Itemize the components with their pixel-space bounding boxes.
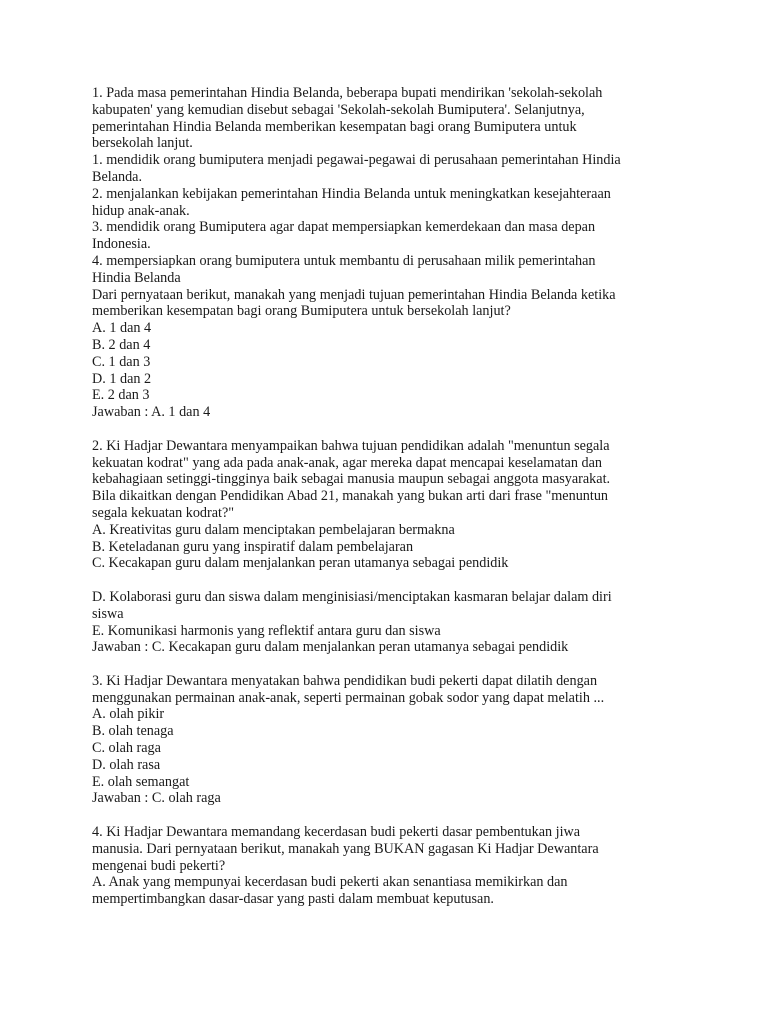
text-line: B. 2 dan 4 — [92, 336, 151, 353]
text-line: kekuatan kodrat" yang ada pada anak-anak, agar mereka dapat mencapai keselamatan dan — [92, 454, 602, 471]
text-line: kabupaten' yang kemudian disebut sebagai 'Sekolah-sekolah Bumiputera'. Selanjutnya, — [92, 101, 585, 118]
text-line: D. 1 dan 2 — [92, 370, 152, 387]
question-block — [92, 824, 682, 908]
text-line: kebahagiaan setinggi-tingginya baik sebagai manusia maupun sebagai anggota masyarakat. — [92, 471, 611, 488]
question-block — [92, 589, 682, 656]
text-line: mempertimbangkan dasar-dasar yang pasti dalam membuat keputusan. — [92, 891, 494, 908]
text-line: hidup anak-anak. — [92, 202, 190, 219]
text-line: B. Keteladanan guru yang inspiratif dalam pembelajaran — [92, 538, 414, 555]
text-line: D. olah rasa — [92, 756, 161, 773]
text-line: bersekolah lanjut. — [92, 135, 193, 152]
text-line: Hindia Belanda — [92, 269, 181, 286]
text-line: Indonesia. — [92, 236, 151, 253]
text-line: manusia. Dari pernyataan berikut, manakah yang BUKAN gagasan Ki Hadjar Dewantara — [92, 840, 599, 857]
text-line: Belanda. — [92, 168, 143, 185]
question-block — [92, 673, 682, 807]
text-line: siswa — [92, 605, 124, 622]
text-line: C. olah raga — [92, 740, 161, 757]
text-line: 2. menjalankan kebijakan pemerintahan Hindia Belanda untuk meningkatkan kesejahteraan — [92, 185, 611, 202]
text-line: E. Komunikasi harmonis yang reflektif antara guru dan siswa — [92, 622, 441, 639]
text-line: pemerintahan Hindia Belanda memberikan kesempatan bagi orang Bumiputera untuk — [92, 118, 577, 135]
text-line: segala kekuatan kodrat?" — [92, 504, 235, 521]
question-block — [92, 85, 682, 421]
paragraph-gap — [92, 807, 682, 824]
question-block — [92, 438, 682, 572]
text-line: B. olah tenaga — [92, 723, 174, 740]
paragraph-gap — [92, 656, 682, 673]
text-line: C. Kecakapan guru dalam menjalankan peran utamanya sebagai pendidik — [92, 555, 509, 572]
text-line: Dari pernyataan berikut, manakah yang menjadi tujuan pemerintahan Hindia Belanda ketika — [92, 286, 616, 303]
text-line: 3. mendidik orang Bumiputera agar dapat mempersiapkan kemerdekaan dan masa depan — [92, 219, 596, 236]
text-line: mengenai budi pekerti? — [92, 857, 226, 874]
text-line: menggunakan permainan anak-anak, seperti permainan gobak sodor yang dapat melatih ... — [92, 689, 605, 706]
text-line: memberikan kesempatan bagi orang Bumiputera untuk bersekolah lanjut? — [92, 303, 511, 320]
text-line: C. 1 dan 3 — [92, 353, 151, 370]
text-line: A. olah pikir — [92, 706, 165, 723]
text-line: 4. Ki Hadjar Dewantara memandang kecerdasan budi pekerti dasar pembentukan jiwa — [92, 824, 581, 841]
text-line: Jawaban : A. 1 dan 4 — [92, 404, 211, 421]
text-line: 2. Ki Hadjar Dewantara menyampaikan bahwa tujuan pendidikan adalah "menuntun segala — [92, 437, 610, 454]
text-line: A. Kreativitas guru dalam menciptakan pembelajaran bermakna — [92, 521, 455, 538]
text-line: 1. Pada masa pemerintahan Hindia Belanda, beberapa bupati mendirikan 'sekolah-sekolah — [92, 85, 603, 101]
text-line: D. Kolaborasi guru dan siswa dalam menginisiasi/menciptakan kasmaran belajar dalam diri — [92, 588, 612, 605]
text-line: A. Anak yang mempunyai kecerdasan budi pekerti akan senantiasa memikirkan dan — [92, 874, 568, 891]
document-body — [92, 85, 682, 908]
text-line: 3. Ki Hadjar Dewantara menyatakan bahwa pendidikan budi pekerti dapat dilatih dengan — [92, 672, 598, 689]
text-line: Jawaban : C. olah raga — [92, 790, 221, 807]
text-line: E. olah semangat — [92, 773, 190, 790]
text-line: A. 1 dan 4 — [92, 320, 152, 337]
text-line: Bila dikaitkan dengan Pendidikan Abad 21, manakah yang bukan arti dari frase "menuntun — [92, 488, 609, 505]
paragraph-gap — [92, 421, 682, 438]
text-line: 4. mempersiapkan orang bumiputera untuk membantu di perusahaan milik pemerintahan — [92, 252, 596, 269]
text-line: 1. mendidik orang bumiputera menjadi pegawai-pegawai di perusahaan pemerintahan Hindia — [92, 152, 621, 169]
text-line: E. 2 dan 3 — [92, 387, 150, 404]
paragraph-gap — [92, 572, 682, 589]
text-line: Jawaban : C. Kecakapan guru dalam menjalankan peran utamanya sebagai pendidik — [92, 639, 569, 656]
